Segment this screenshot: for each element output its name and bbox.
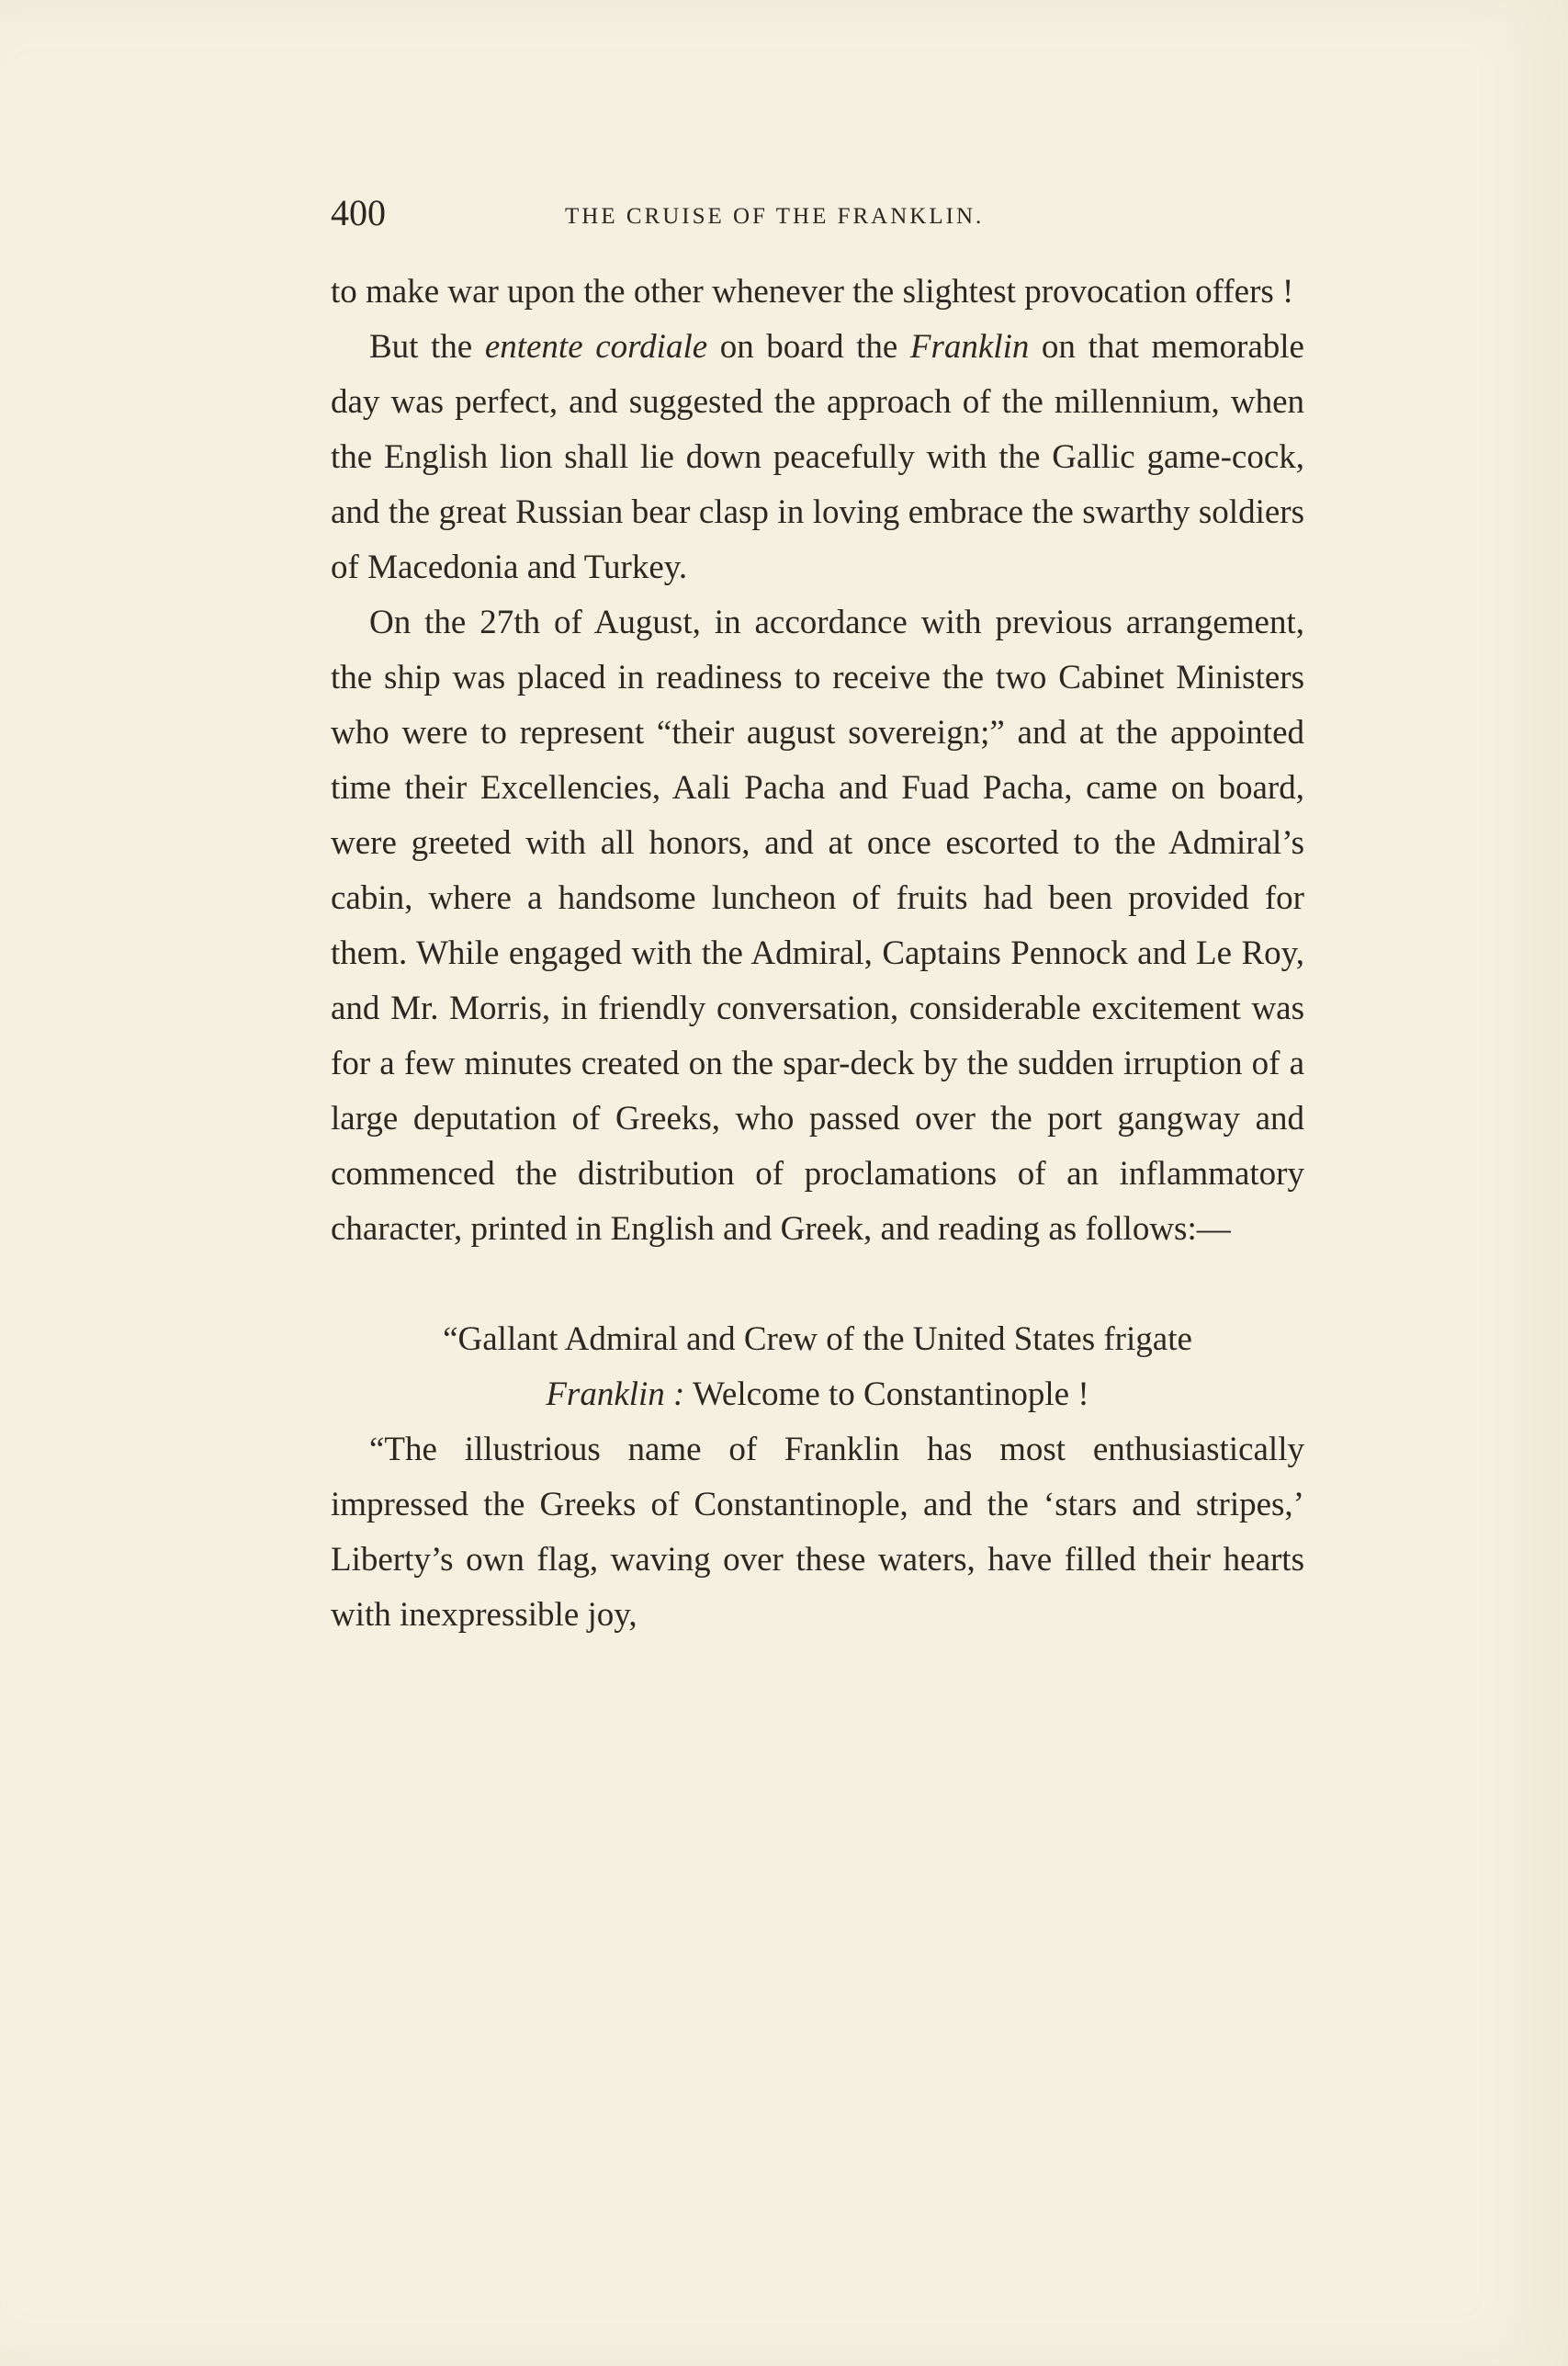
paragraph-2-text-a: But the [369, 328, 485, 366]
proclamation-heading-ship: Franklin : [546, 1375, 685, 1413]
paragraph-2-text-c: on board the [707, 328, 910, 366]
paragraph-2-emphasis-franklin: Franklin [909, 328, 1030, 366]
page-number: 400 [331, 192, 386, 233]
paragraph-1: to make war upon the other whenever the slightest provocation offers ! [331, 273, 1294, 311]
paragraph-3: On the 27th of August, in accordance with previous arrangement, the ship was placed in readiness to receive the two Cabinet Ministers who were to represent “their august sovereign;” and at the appointed time their Excellencies, Aali Pacha and Fuad Pacha, came on board, were greeted with all honors, and at once escorted to the Admiral’s cabin, where a handsome luncheon of fruits had been provided for them. While engaged with the Admiral, Captains Pennock and Le Roy, and Mr. Morris, in friendly conversation, considerable excitement was for a few minutes created on the spar-deck by the sudden irruption of a large deputation of Greeks, who passed over the port gangway and commenced the distribution of proclamations of an inflammatory character, printed in English and Greek, and reading as follows:— [331, 604, 1304, 1248]
paragraph-2-text-e: on that memorable day was perfect, and suggested the approach of the millennium, when the English lion shall lie down peacefully with the Gallic game-cock, and the great Russian bear clasp in loving embrace the swarthy soldiers of Macedonia and Turkey. [331, 328, 1304, 586]
paragraph-4: “The illustrious name of Franklin has most enthusiastically impressed the Greeks of Constantinople, and the ‘stars and stripes,’ Liberty’s own flag, waving over these waters, have filled their hearts with inexpressible joy, [331, 1431, 1304, 1634]
body-text [331, 265, 1304, 1643]
paragraph-2 [331, 320, 1304, 595]
paragraph-2-emphasis-entente: entente cordiale [484, 328, 708, 366]
proclamation-heading-rest: Welcome to Constantinople ! [684, 1375, 1089, 1413]
proclamation-heading [331, 1312, 1304, 1422]
running-head [331, 191, 1304, 246]
proclamation-heading-line1: “Gallant Admiral and Crew of the United States frigate [443, 1320, 1192, 1358]
running-title: THE CRUISE OF THE FRANKLIN. [565, 204, 985, 229]
